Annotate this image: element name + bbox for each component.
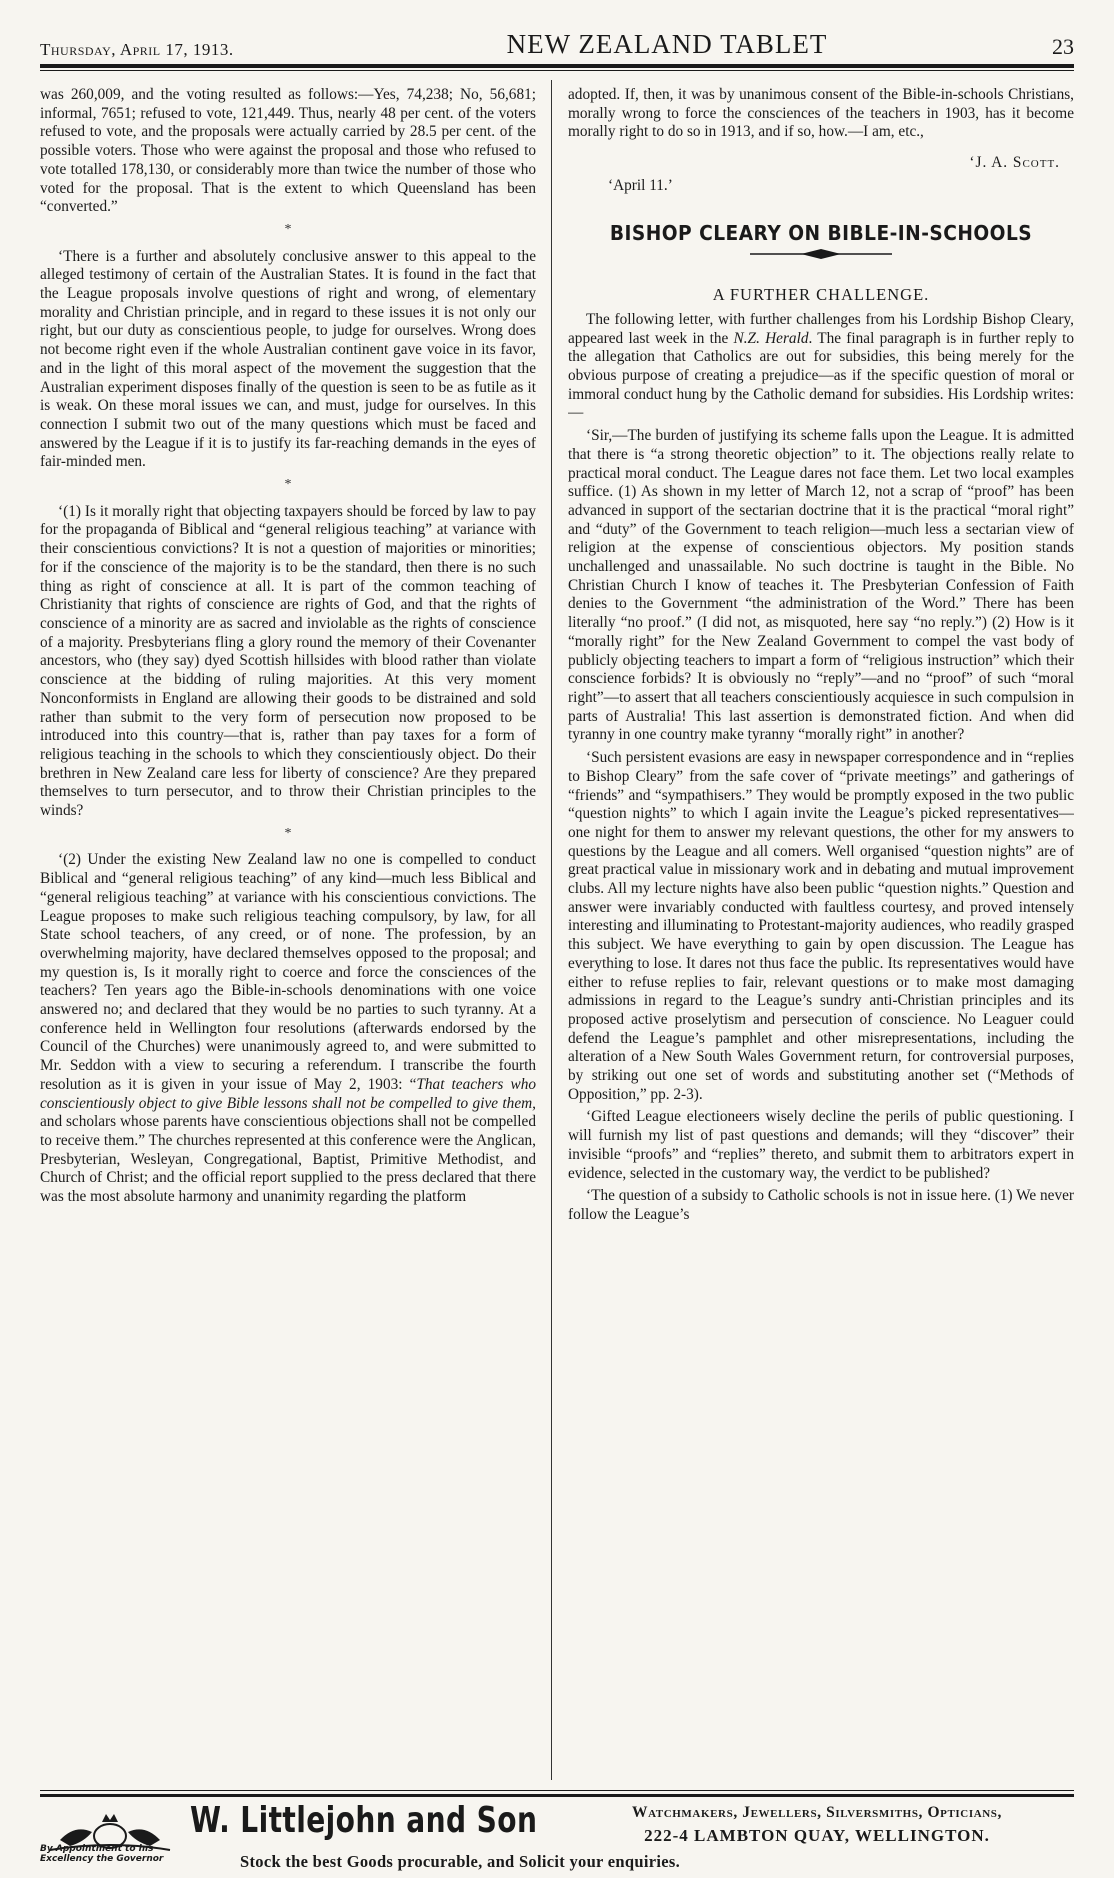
paragraph: ‘There is a further and absolutely conclusive answer to this appeal to the alleged testimony of certain of the Australian States. It is found in the fact that the League proposals involve questions of right and wrong, of elementary morality and Christian principle, and in regard to these issues it is not only our right, but our duty as conscientious people, to judge for ourselves. Wrong does not become right even if the whole Australian continent gave voice in its favor, and in the light of this moral aspect of the movement the suggestion that the Australian experiment disposes finally of the question is seen to be as futile as it is weak. On these moral issues we can, and must, judge for ourselves. In this connection I submit two out of the many questions which must be faced and answered by the League if it is to justify its far-reaching demands in the eyes of fair-minded men.: [40, 247, 536, 471]
page-number: 23: [1052, 34, 1074, 59]
column-divider: [551, 80, 552, 1780]
page-header: [40, 26, 1074, 60]
advertiser-name: W. Littlejohn and Son: [190, 1800, 538, 1841]
paragraph: was 260,009, and the voting resulted as follows:—Yes, 74,238; No, 56,681; informal, 7651; refused to vote, 121,449. Thus, nearly 48 per cent. of the voters refused to vote, and the proposals were actually carried by 28.5 per cent. of the possible voters. Those who were against the proposal and those who refused to vote totalled 178,130, or considerably more than twice the number of those who voted for the proposal. That is the extent to which Queensland has been “converted.”: [40, 86, 536, 216]
paragraph: ‘Sir,—The burden of justifying its scheme falls upon the League. It is admitted that there is “a strong theoretic objection” to it. The objections really relate to practical moral conduct. The League dares not face them. Let two local examples suffice. (1) As shown in my letter of March 12, not a scrap of “proof” has been advanced in support of the sectarian doctrine that it is the practical “moral right” and “duty” of the Government to teach religion—much less a sectarian view of religion at the expense of conscientious objectors. My position stands unchallenged and unassailable. No such doctrine is taught in the Bible. No Christian Church I know of teaches it. The Presbyterian Confession of Faith denies to the Government “the administration of the Word.” There has been literally “no proof.” (I did not, as misquoted, here say “no reply.”) (2) How is it “morally right” for the New Zealand Government to compel the vast body of publicly objecting teachers to impart a form of “religious instruction” which their conscience forbids? It is obviously no “reply”—and no “proof” of such “moral right”—to assert that all teachers conscientiously acquiesce in such compulsion in parts of Australia! This last assertion is demonstrated fiction. And when did tyranny in one country make tyranny “morally right” in another?: [568, 427, 1074, 744]
paragraph: ‘Gifted League electioneers wisely decline the perils of public questioning. I will furnish my list of past questions and demands; will they “discover” their invisible “proofs” and “replies” thereto, and submit them to arbitrators expert in evidence, selected in the customary way, the verdict to be published?: [568, 1108, 1074, 1182]
right-column: [568, 86, 1074, 1786]
header-rule-thin: [40, 70, 1074, 71]
advertiser-tagline: Stock the best Goods procurable, and Solicit your enquiries.: [240, 1852, 681, 1871]
paragraph: ‘The question of a subsidy to Catholic schools is not in issue here. (1) We never follow the League’s: [568, 1187, 1074, 1223]
left-column: [40, 86, 536, 1786]
text-run: . The final paragraph is in further reply to the allegation that Catholics are out for subsidies, this being merely for the obvious purpose of creating a prejudice—as if the specific question of moral or immoral conduct hung by the Catholic demand for subsidies. His Lordship writes:—: [568, 329, 1074, 422]
paragraph: [40, 851, 536, 1206]
paragraph: adopted. If, then, it was by unanimous consent of the Bible-in-schools Christians, morally wrong to force the consciences of the teachers in 1903, has it become morally right to do so in 1913, and if so, how.—I am, etc.,: [568, 86, 1074, 141]
paragraph: [568, 311, 1074, 423]
header-rule: [40, 64, 1074, 68]
paragraph: ‘Such persistent evasions are easy in newspaper correspondence and in “replies to Bishop Cleary” from the safe cover of “private meetings” and gatherings of “friends” and “sympathisers.” They would be promptly exposed in the two public “question nights” to which I again invite the League’s picked representatives—one night for them to answer my relevant questions, the other for my answers to questions by the League and all comers. Well organised “question nights” are of great practical value in missionary work and in debating and mutual improvement clubs. All my lecture nights have also been public “question nights.” Question and answer were invariably conducted with faultless courtesy, and proved intensely interesting and illuminating to Protestant-majority audiences, who readily grasped this subject. We have everything to gain by open discussion. The League has everything to lose. It dares not thus face the public. Its representatives would have either to refuse replies to fair, relevant questions or to make most damaging admissions in regard to the League’s sundry anti-Christian principles and its proposed active proselytism and persecution of conscience. No Leaguer could defend the League’s pamphlet and other misrepresentations, including the alteration of a New South Wales Government return, for controversial purposes, by striking out one set of words and substituting another set (“Methods of Opposition,” pp. 2-3).: [568, 749, 1074, 1103]
royal-appointment: By Appointment to his Excellency the Governor: [40, 1844, 164, 1864]
advertiser-address: 222-4 LAMBTON QUAY, WELLINGTON.: [644, 1826, 990, 1845]
issue-date: Thursday, April 17, 1913.: [40, 40, 234, 59]
masthead-title: NEW ZEALAND TABLET: [506, 29, 828, 59]
newspaper-name: N.Z. Herald: [733, 329, 809, 347]
footer-advertisement: [40, 1800, 1074, 1870]
letter-date: ‘April 11.’: [608, 176, 673, 194]
headline-ornament-icon: [746, 248, 896, 260]
advertiser-trades: Watchmakers, Jewellers, Silversmiths, Opticians,: [631, 1804, 1003, 1821]
text-run: ‘(2) Under the existing New Zealand law no one is compelled to conduct Biblical and “general religious teaching” of any kind—much less Biblical and “general religious teaching” at variance with his conscientious convictions. The League proposes to make such religious teaching compulsory, by law, for all State school teachers, of any creed, or of none. The profession, by an overwhelming majority, have declared themselves opposed to the proposal; and my question is, Is it morally right to coerce and force the consciences of the teachers? Ten years ago the Bible-in-schools denominations with one voice answered no; and declared that they would be no parties to such tyranny. At a conference held in Wellington four resolutions (afterwards endorsed by the Council of the Churches) were unanimously agreed to, and were submitted to Mr. Seddon with a view to securing a referendum. I transcribe the fourth resolution as it is given in your issue of May 2, 1903: “: [40, 851, 536, 1093]
footer-rule: [40, 1794, 1074, 1797]
section-separator: *: [284, 221, 292, 237]
section-separator: *: [284, 825, 292, 841]
quoted-resolution: That teachers who conscientiously object to give Bible lessons shall not be compelled to give them,: [40, 1075, 536, 1112]
footer-rule-thin: [40, 1790, 1074, 1791]
letter-signature: ‘J. A. Scott.: [969, 154, 1060, 172]
paragraph: ‘(1) Is it morally right that objecting taxpayers should be forced by law to pay for the propaganda of Biblical and “general religious teaching” at variance with their conscientious convictions? It is not a question of majorities or minorities; for if the conscience of the majority is to be the standard, then there is no such thing as right of conscience at all. It is part of the common teaching of Christianity that rights of conscience are rights of God, and that the rights of conscience of a minority are as sacred and inviolable as the rights of conscience of a majority. Presbyterians fling a glory round the memory of their Covenanter ancestors, who (they say) dyed Scottish hillsides with blood rather than violate conscience at the bidding of ruling majorities. At this very moment Nonconformists in England are allowing their goods to be distrained and sold rather than submit to the very form of persecution now proposed to be introduced into this country—that is, rather than pay taxes for a form of religious teaching in the schools to which they conscientiously object. Do their brethren in New Zealand care less for liberty of conscience? Are they prepared themselves to turn persecutor, and to throw their Christian principles to the winds?: [40, 502, 536, 820]
text-run: and scholars whose parents have conscientious objections shall not be compelled to receive them.” The churches represented at this conference were the Anglican, Presbyterian, Wesleyan, Congregational, Baptist, Primitive Methodist, and Church of Christ; and the official report supplied to the press declared that there was the most absolute harmony and unanimity regarding the platform: [40, 1113, 536, 1206]
section-separator: *: [284, 477, 292, 493]
text-run: The following letter, with further challenges from his Lordship Bishop Cleary, appeared last week in the: [568, 310, 1074, 347]
article-headline: BISHOP CLEARY ON BIBLE-IN-SCHOOLS: [609, 220, 1033, 245]
article-subheading: A FURTHER CHALLENGE.: [712, 285, 930, 305]
